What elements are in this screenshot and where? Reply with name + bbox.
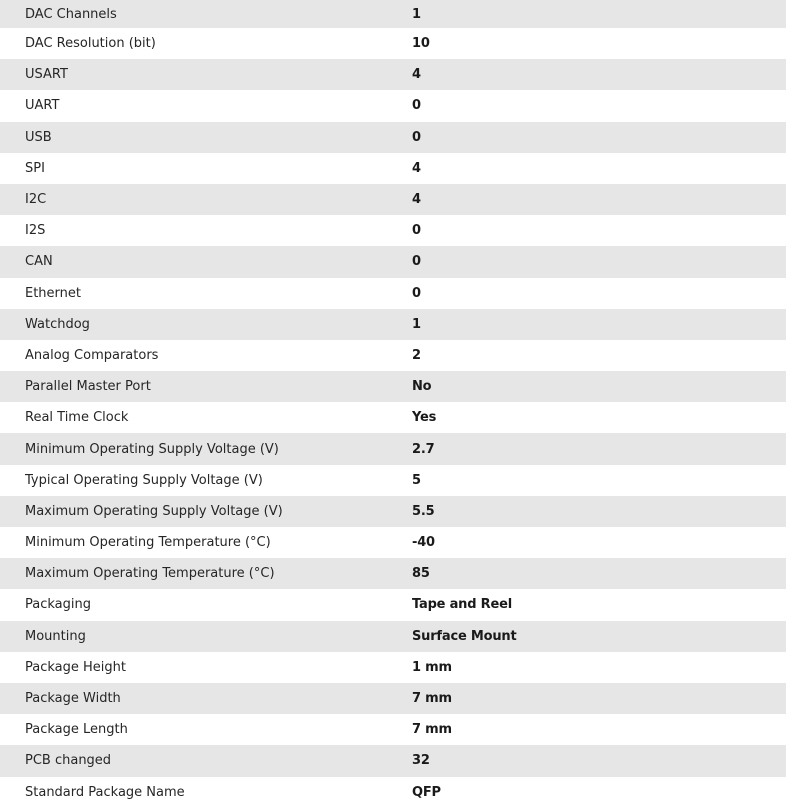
spec-label: Minimum Operating Temperature (°C) (25, 535, 271, 551)
spec-label: I2C (25, 192, 47, 208)
spec-value: Surface Mount (412, 628, 517, 644)
spec-label: USART (25, 67, 68, 83)
spec-value: 0 (412, 223, 421, 239)
spec-row-analog-comparators (0, 340, 786, 371)
spec-label: Minimum Operating Supply Voltage (V) (25, 441, 279, 457)
spec-row-i2s (0, 215, 786, 246)
spec-label: DAC Resolution (bit) (25, 36, 156, 52)
spec-row-can (0, 246, 786, 277)
spec-row-ethernet (0, 278, 786, 309)
spec-label: I2S (25, 223, 46, 239)
spec-row-dac-resolution (0, 28, 786, 59)
spec-value: -40 (412, 535, 435, 551)
spec-value: 1 (412, 316, 421, 332)
spec-value: 1 mm (412, 659, 452, 675)
spec-label: PCB changed (25, 753, 112, 769)
spec-row-package-length (0, 714, 786, 745)
spec-label: DAC Channels (25, 6, 117, 22)
spec-row-packaging (0, 589, 786, 620)
spec-value: Yes (412, 410, 437, 426)
spec-row-min-temperature (0, 527, 786, 558)
spec-label: Parallel Master Port (25, 379, 151, 395)
spec-row-mounting (0, 621, 786, 652)
spec-label: Standard Package Name (25, 784, 185, 800)
spec-label: Package Length (25, 722, 128, 738)
spec-value: 1 (412, 6, 421, 22)
spec-value: Tape and Reel (412, 597, 512, 613)
spec-row-min-supply-voltage (0, 433, 786, 464)
spec-value: 0 (412, 129, 421, 145)
spec-label: Mounting (25, 628, 86, 644)
spec-label: Packaging (25, 597, 91, 613)
spec-value: 32 (412, 753, 430, 769)
spec-value: 0 (412, 254, 421, 270)
spec-label: SPI (25, 160, 45, 176)
spec-row-dac-channels (0, 0, 786, 28)
spec-label: Analog Comparators (25, 347, 159, 363)
spec-label: CAN (25, 254, 53, 270)
spec-label: UART (25, 98, 60, 114)
spec-row-max-temperature (0, 558, 786, 589)
spec-row-i2c (0, 184, 786, 215)
spec-row-typ-supply-voltage (0, 465, 786, 496)
spec-row-usart (0, 59, 786, 90)
spec-value: 4 (412, 192, 421, 208)
spec-value: 4 (412, 160, 421, 176)
spec-value: 5.5 (412, 503, 435, 519)
spec-row-package-height (0, 652, 786, 683)
spec-label: Typical Operating Supply Voltage (V) (25, 472, 263, 488)
spec-row-uart (0, 90, 786, 121)
spec-value: 0 (412, 98, 421, 114)
spec-value: 2.7 (412, 441, 435, 457)
spec-value: QFP (412, 784, 441, 800)
spec-value: 10 (412, 36, 430, 52)
spec-row-spi (0, 153, 786, 184)
spec-value: 5 (412, 472, 421, 488)
spec-row-standard-package-name (0, 777, 786, 808)
spec-value: 85 (412, 566, 430, 582)
spec-label: Maximum Operating Supply Voltage (V) (25, 503, 283, 519)
spec-row-max-supply-voltage (0, 496, 786, 527)
spec-row-real-time-clock (0, 402, 786, 433)
spec-value: 2 (412, 347, 421, 363)
spec-row-package-width (0, 683, 786, 714)
spec-label: Ethernet (25, 285, 81, 301)
spec-row-watchdog (0, 309, 786, 340)
spec-row-usb (0, 122, 786, 153)
spec-value: 4 (412, 67, 421, 83)
spec-label: USB (25, 129, 52, 145)
spec-value: 0 (412, 285, 421, 301)
spec-label: Package Width (25, 691, 121, 707)
spec-label: Watchdog (25, 316, 90, 332)
spec-row-parallel-master-port (0, 371, 786, 402)
spec-value: 7 mm (412, 722, 452, 738)
spec-label: Package Height (25, 659, 126, 675)
spec-value: 7 mm (412, 691, 452, 707)
spec-label: Maximum Operating Temperature (°C) (25, 566, 275, 582)
spec-label: Real Time Clock (25, 410, 129, 426)
spec-value: No (412, 379, 432, 395)
spec-row-pcb-changed (0, 745, 786, 776)
